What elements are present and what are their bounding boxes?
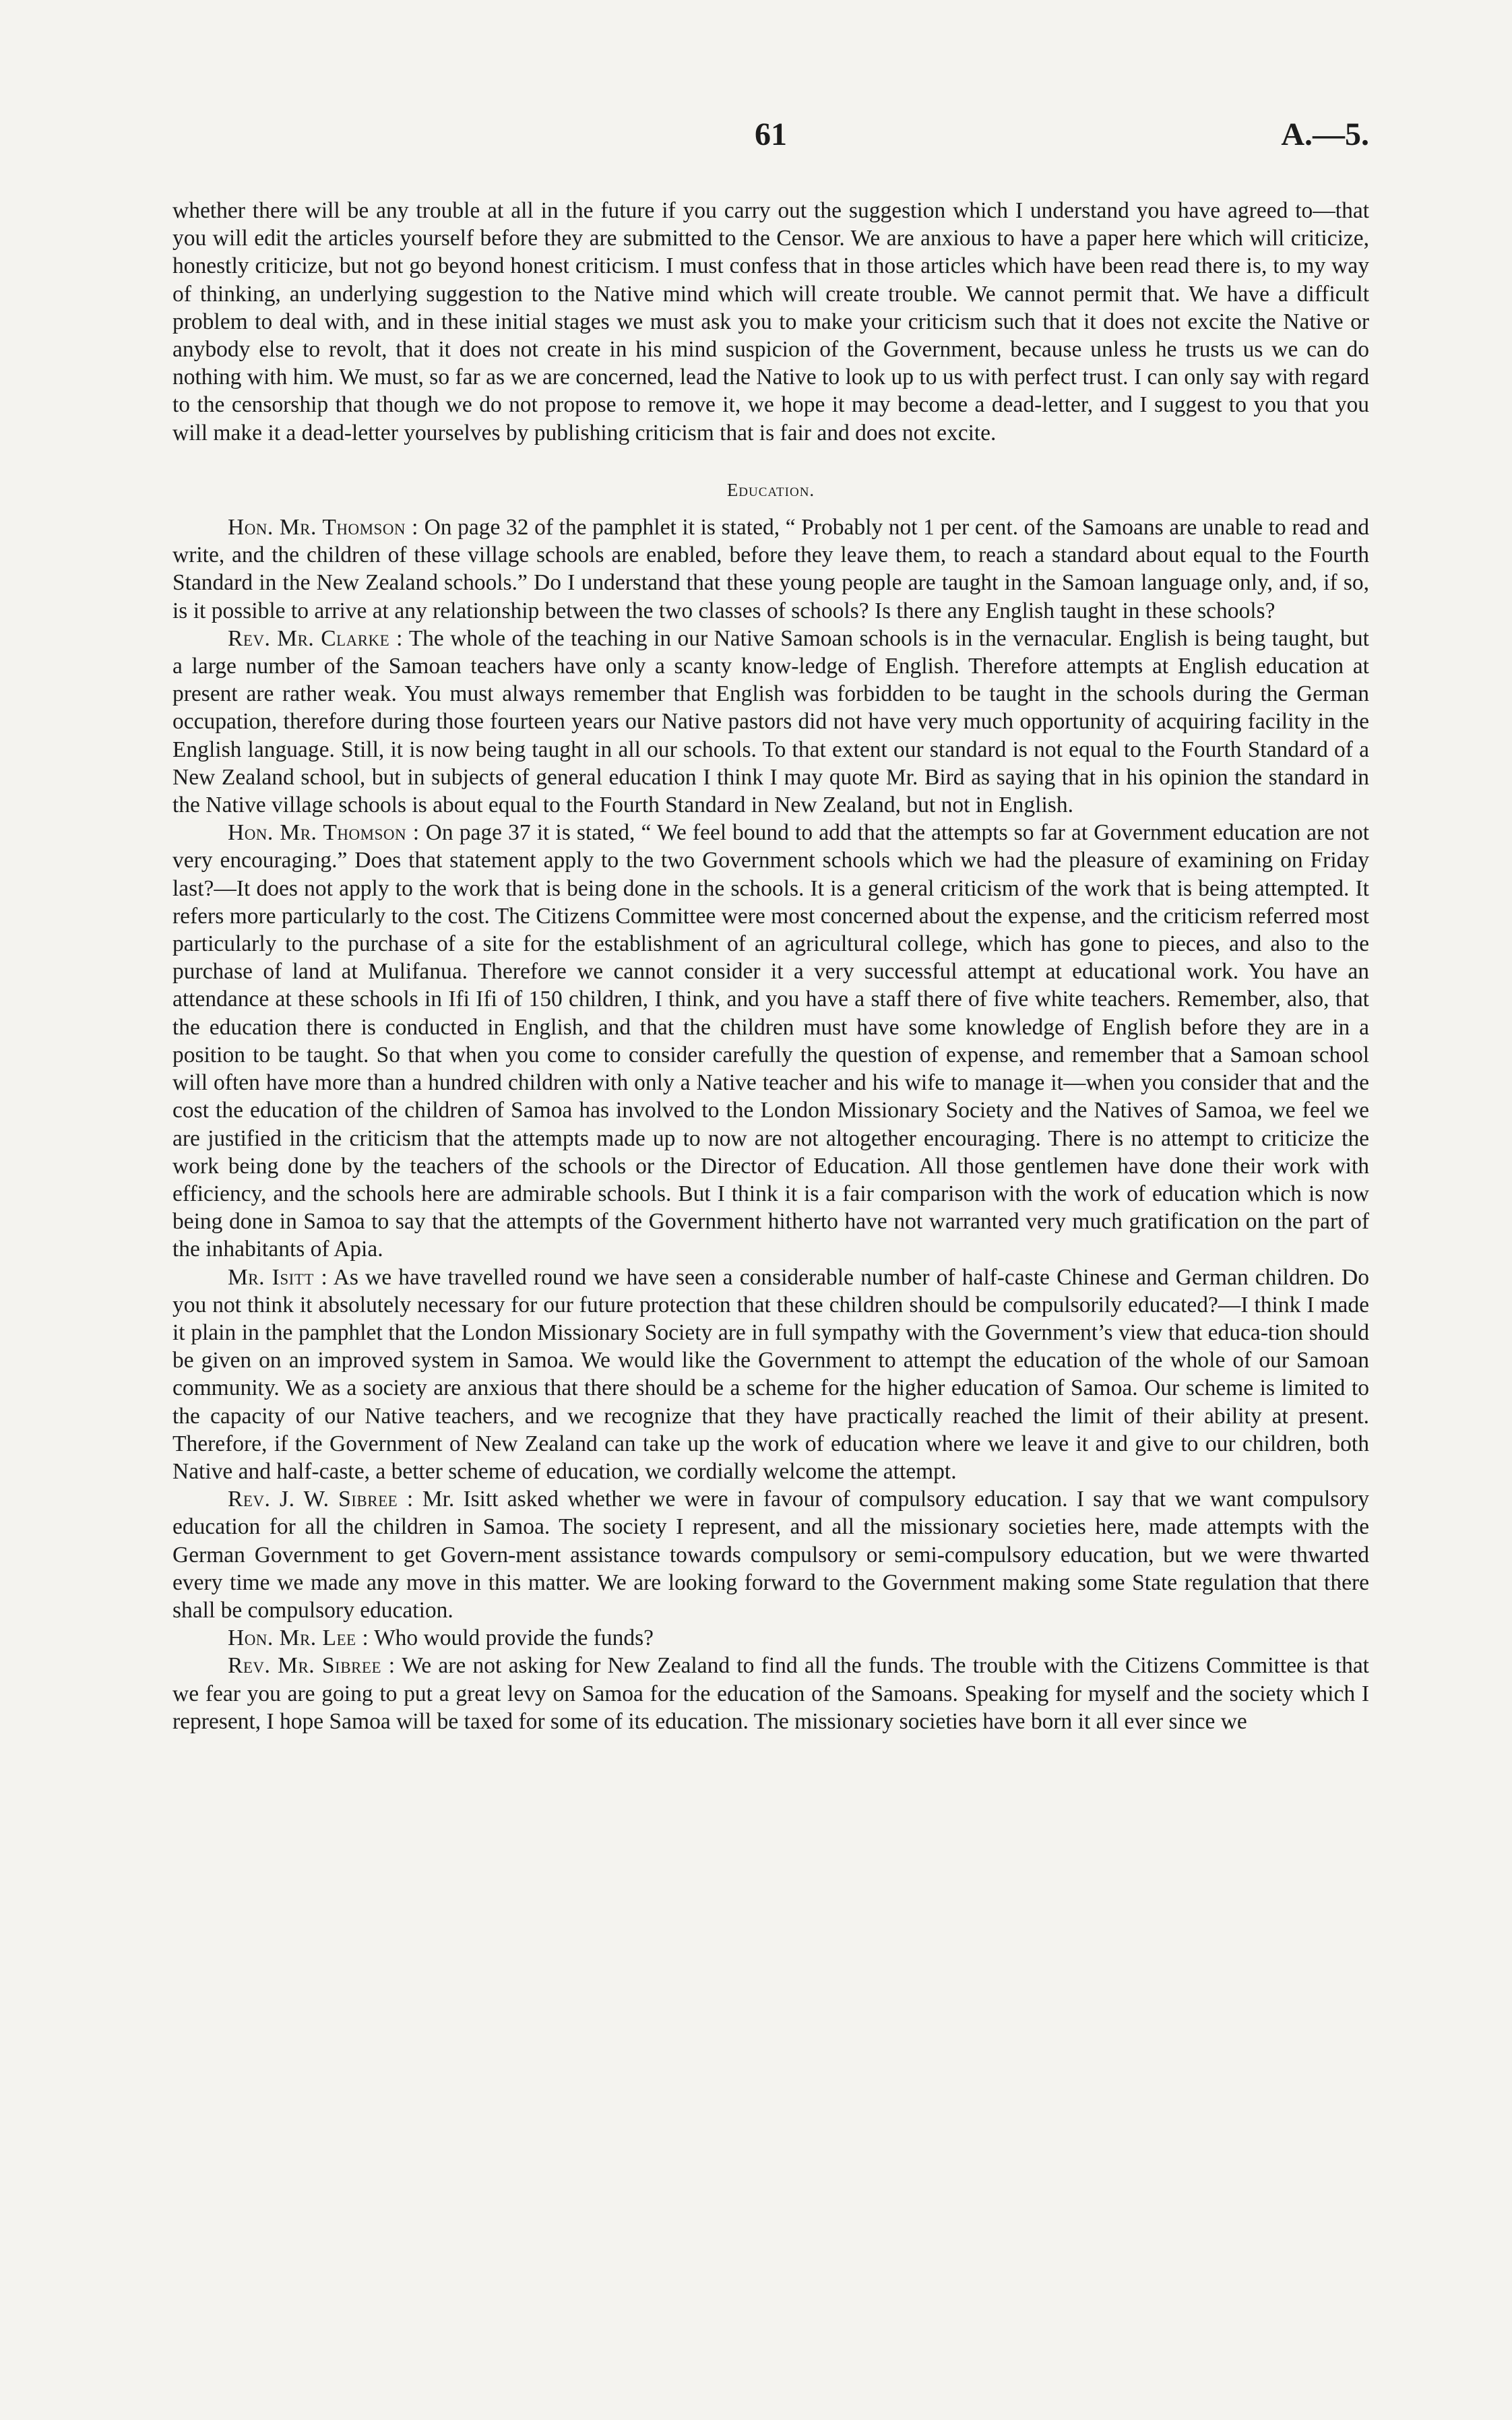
speaker-name: Hon. Mr. Lee : xyxy=(228,1625,369,1651)
paragraph-text: On page 32 of the pamphlet it is stated, “ Probably not 1 per cent. of the Samoans are unable to read and write, and the children of these village schools are enabled, before they leave them, to reach a standard about equal to the Fourth Standard in the New Zealand schools.” Do I understand that these young people are taught in the Samoan language only, and, if so, is it possible to arrive at any relationship between the two classes of schools? Is there any English taught in these schools? xyxy=(172,515,1369,623)
paragraph-text: As we have travelled round we have seen a considerable number of half-caste Chinese and German children. Do you not think it absolutely necessary for our future protection that these children should be compulsorily educated?—I think I made it plain in the pamphlet that the London Missionary Society are in full sympathy with the Government’s view that educa-tion should be given on an improved system in Samoa. We would like the Government to attempt the education of the whole of our Samoan community. We as a society are anxious that there should be a scheme for the higher education of Samoa. Our scheme is limited to the capacity of our Native teachers, and we recognize that they have practically reached the limit of their ability at present. Therefore, if the Government of New Zealand can take up the work of education where we leave it and give to our children, both Native and half-caste, a better scheme of education, we cordially welcome the attempt. xyxy=(172,1264,1369,1484)
paragraph xyxy=(172,514,1369,625)
speaker-name: Hon. Mr. Thomson : xyxy=(228,515,418,540)
paragraph-text: Mr. Isitt asked whether we were in favour of compulsory education. I say that we want compulsory education for all the children in Samoa. The society I represent, and all the missionary societies here, made attempts with the German Government to get Govern-ment assistance towards compulsory or semi-compulsory education, but we were thwarted every time we made any move in this matter. We are looking forward to the Government making some State regulation that there shall be compulsory education. xyxy=(172,1487,1370,1623)
speaker-name: Rev. J. W. Sibree : xyxy=(228,1487,414,1512)
paragraph-text: The whole of the teaching in our Native Samoan schools is in the vernacular. English is being taught, but a large number of the Samoan teachers have only a scanty know-ledge of English. Therefore attempts at English education at present are rather weak. You must always remember that English was forbidden to be taught in the schools during the German occupation, therefore during those fourteen years our Native pastors did not have very much opportunity of acquiring facility in the English language. Still, it is now being taught in all our schools. To that extent our standard is not equal to the Fourth Standard of a New Zealand school, but in subjects of general education I think I may quote Mr. Bird as saying that in his opinion the standard in the Native village schools is about equal to the Fourth Standard in New Zealand, but not in English. xyxy=(172,625,1369,818)
paragraph-text: Who would provide the funds? xyxy=(369,1625,654,1651)
paragraph xyxy=(172,1652,1369,1735)
paragraph xyxy=(172,819,1369,1263)
paragraph xyxy=(172,625,1369,819)
speaker-name: Rev. Mr. Clarke : xyxy=(228,625,403,651)
intro-paragraph: whether there will be any trouble at all in the future if you carry out the suggestion which I understand you have agreed to—that you will edit the articles yourself before they are submitted to the Censor. We are anxious to have a paper here which will criticize, honestly criticize, but not go beyond honest criticism. I must confess that in those articles which have been read there is, to my way of thinking, an underlying suggestion to the Native mind which will create trouble. We cannot permit that. We have a difficult problem to deal with, and in these initial stages we must ask you to make your criticism such that it does not excite the Native or anybody else to revolt, that it does not create in his mind suspicion of the Government, because unless he trusts us we can do nothing with him. We must, so far as we are concerned, lead the Native to look up to us with perfect trust. I can only say with regard to the censorship that though we do not propose to remove it, we hope it may become a dead-letter, and I suggest to you that you will make it a dead-letter yourselves by publishing criticism that is fair and does not excite. xyxy=(172,198,1369,445)
page-number: 61 xyxy=(755,117,787,152)
speaker-name: Mr. Isitt : xyxy=(228,1264,328,1290)
body-text xyxy=(172,197,1369,1735)
paragraph xyxy=(172,1485,1369,1624)
speaker-name: Rev. Mr. Sibree : xyxy=(228,1653,396,1679)
page-header xyxy=(172,116,1369,163)
paragraph xyxy=(172,1624,1369,1652)
paragraph-text: On page 37 it is stated, “ We feel bound to add that the attempts so far at Government education are not very encouraging.” Does that statement apply to the two Government schools which we had the pleasure of examining on Friday last?—It does not apply to the work that is being done in the schools. It is a general criticism of the work that is being attempted. It refers more particularly to the cost. The Citizens Committee were most concerned about the expense, and the criticism referred most particularly to the purchase of a site for the establishment of an agricultural college, which has gone to pieces, and also to the purchase of land at Mulifanua. Therefore we cannot consider it a very successful attempt at educational work. You have an attendance at these schools in Ifi Ifi of 150 children, I think, and you have a staff there of five white teachers. Remember, also, that the education there is conducted in English, and that the children must have some knowledge of English before they are in a position to be taught. So that when you come to consider carefully the question of expense, and remember that a Samoan school will often have more than a hundred children with only a Native teacher and his wife to manage it—when you consider that and the cost the education of the children of Samoa has involved to the London Missionary Society and the Natives of Samoa, we feel we are justified in the criticism that the attempts made up to now are not altogether encouraging. There is no attempt to criticize the work being done by the teachers of the schools or the Director of Education. All those gentlemen have done their work with efficiency, and the schools here are admirable schools. But I think it is a fair comparison with the work of education which is now being done in Samoa to say that the attempts of the Government hitherto have not warranted very much gratification on the part of the inhabitants of Apia. xyxy=(172,820,1370,1262)
section-heading-education: Education. xyxy=(726,479,815,500)
paragraph xyxy=(172,1264,1369,1486)
paragraph-text: We are not asking for New Zealand to find all the funds. The trouble with the Citizens Committee is that we fear you are going to put a great levy on Samoa for the education of the Samoans. Speaking for myself and the society which I represent, I hope Samoa will be taxed for some of its education. The missionary societies have born it all ever since we xyxy=(172,1653,1369,1734)
document-reference: A.—5. xyxy=(1281,117,1369,152)
speaker-name: Hon. Mr. Thomson : xyxy=(228,820,420,846)
